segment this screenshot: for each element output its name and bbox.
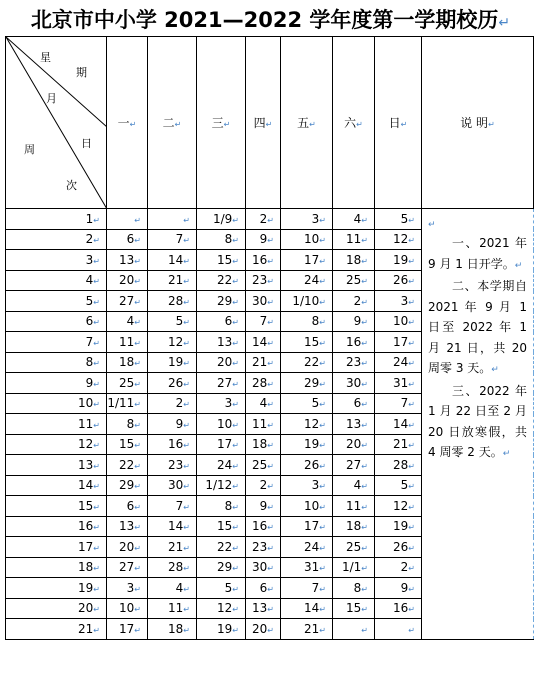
date-cell: 21↵: [246, 352, 281, 373]
page-title: [0, 4, 541, 34]
note-paragraph: 一、2021 年 9 月 1 日开学。↵: [428, 236, 527, 271]
note-paragraph: 三、2022 年 1 月 22 日至 2 月 20 日放寒假，共 4 周零 2 天。↵: [428, 383, 527, 459]
date-cell: 5↵: [281, 393, 333, 414]
date-cell: 23↵: [246, 537, 281, 558]
date-cell: 26↵: [281, 455, 333, 476]
date-cell: 20↵: [107, 270, 148, 291]
week-number-cell: 1↵: [6, 209, 107, 230]
date-cell: 22↵: [107, 455, 148, 476]
date-cell: 23↵: [246, 270, 281, 291]
day-header-tue: 二↵: [148, 37, 197, 209]
date-cell: 20↵: [197, 352, 246, 373]
diag-label-yue: 月: [46, 92, 57, 105]
date-cell: 27↵: [107, 557, 148, 578]
date-cell: 28↵: [246, 373, 281, 394]
date-cell: 15↵: [107, 434, 148, 455]
date-cell: 31↵: [375, 373, 422, 394]
diagonal-lines: [6, 37, 107, 209]
date-cell: 20↵: [246, 619, 281, 640]
week-row: [6, 209, 534, 230]
date-cell: 1/9↵: [197, 209, 246, 230]
date-cell: 6↵: [107, 496, 148, 517]
date-cell: 12↵: [197, 598, 246, 619]
note-paragraph: 二、本学期自 2021 年 9 月 1 日至 2022 年 1 月 21 日，共 20 周零 3 天。↵: [428, 279, 527, 375]
date-cell: 27↵: [333, 455, 375, 476]
date-cell: 13↵: [246, 598, 281, 619]
week-number-cell: 18↵: [6, 557, 107, 578]
date-cell: 10↵: [281, 229, 333, 250]
date-cell: 25↵: [107, 373, 148, 394]
note-header: 说 明↵: [422, 37, 534, 209]
date-cell: 11↵: [333, 496, 375, 517]
date-cell: 18↵: [246, 434, 281, 455]
week-number-cell: 13↵: [6, 455, 107, 476]
week-number-cell: 6↵: [6, 311, 107, 332]
date-cell: 6↵: [197, 311, 246, 332]
date-cell: 10↵: [375, 311, 422, 332]
date-cell: 5↵: [375, 475, 422, 496]
date-cell: 30↵: [246, 291, 281, 312]
date-cell: 19↵: [281, 434, 333, 455]
date-cell: 9↵: [246, 229, 281, 250]
title-text: 北京市中小学 2021—2022 学年度第一学期校历: [30, 8, 499, 32]
date-cell: 3↵: [281, 475, 333, 496]
date-cell: 13↵: [107, 516, 148, 537]
date-cell: 6↵: [246, 578, 281, 599]
date-cell: 9↵: [246, 496, 281, 517]
date-cell: 3↵: [107, 578, 148, 599]
day-header-sat: 六↵: [333, 37, 375, 209]
date-cell: 11↵: [107, 332, 148, 353]
date-cell: 6↵: [107, 229, 148, 250]
date-cell: 21↵: [281, 619, 333, 640]
date-cell: 7↵: [148, 229, 197, 250]
date-cell: 24↵: [281, 270, 333, 291]
date-cell: 24↵: [281, 537, 333, 558]
date-cell: 12↵: [375, 229, 422, 250]
week-number-cell: 15↵: [6, 496, 107, 517]
week-number-cell: 11↵: [6, 414, 107, 435]
date-cell: 28↵: [375, 455, 422, 476]
date-cell: 21↵: [148, 537, 197, 558]
date-cell: 26↵: [148, 373, 197, 394]
date-cell: 21↵: [375, 434, 422, 455]
day-header-wed: 三↵: [197, 37, 246, 209]
date-cell: 8↵: [197, 229, 246, 250]
date-cell: 3↵: [197, 393, 246, 414]
week-number-cell: 14↵: [6, 475, 107, 496]
date-cell: 24↵: [375, 352, 422, 373]
date-cell: 25↵: [246, 455, 281, 476]
date-cell: 2↵: [148, 393, 197, 414]
date-cell: 22↵: [197, 537, 246, 558]
date-cell: 10↵: [107, 598, 148, 619]
date-cell: 17↵: [197, 434, 246, 455]
date-cell: 14↵: [246, 332, 281, 353]
date-cell: 29↵: [107, 475, 148, 496]
notes-cell: ↵ 一、2021 年 9 月 1 日开学。↵ 二、本学期自 2021 年 9 月 1 日至 2022 年 1 月 21 日，共 20 周零 3 天。↵ 三、2022 年 1 月 22 日至 2 月 20 日放寒假，共 4 周零 2 天。↵: [422, 209, 534, 640]
week-number-cell: 20↵: [6, 598, 107, 619]
date-cell: 18↵: [148, 619, 197, 640]
date-cell: 25↵: [333, 270, 375, 291]
date-cell: 4↵: [148, 578, 197, 599]
week-number-cell: 21↵: [6, 619, 107, 640]
calendar-table: [5, 36, 534, 640]
date-cell: 14↵: [148, 250, 197, 271]
date-cell: 23↵: [333, 352, 375, 373]
week-number-cell: 5↵: [6, 291, 107, 312]
date-cell: 9↵: [375, 578, 422, 599]
day-header-sun: 日↵: [375, 37, 422, 209]
date-cell: 12↵: [375, 496, 422, 517]
week-number-cell: 3↵: [6, 250, 107, 271]
date-cell: 29↵: [197, 557, 246, 578]
date-cell: 7↵: [375, 393, 422, 414]
date-cell: 20↵: [333, 434, 375, 455]
date-cell: 30↵: [333, 373, 375, 394]
date-cell: 24↵: [197, 455, 246, 476]
date-cell: 22↵: [197, 270, 246, 291]
date-cell: 15↵: [197, 516, 246, 537]
date-cell: 19↵: [148, 352, 197, 373]
date-cell: 12↵: [148, 332, 197, 353]
date-cell: 1/10↵: [281, 291, 333, 312]
diag-label-zhou: 周: [24, 143, 35, 156]
date-cell: 30↵: [246, 557, 281, 578]
date-cell: 26↵: [375, 270, 422, 291]
diag-label-ci: 次: [66, 179, 77, 192]
date-cell: 16↵: [148, 434, 197, 455]
week-number-cell: 4↵: [6, 270, 107, 291]
date-cell: 29↵: [281, 373, 333, 394]
date-cell: 3↵: [375, 291, 422, 312]
date-cell: 19↵: [197, 619, 246, 640]
date-cell: 13↵: [333, 414, 375, 435]
date-cell: 17↵: [281, 516, 333, 537]
date-cell: 15↵: [197, 250, 246, 271]
paragraph-mark-icon: ↵: [498, 15, 511, 31]
date-cell: 11↵: [148, 598, 197, 619]
date-cell: 7↵: [246, 311, 281, 332]
date-cell: 1/12↵: [197, 475, 246, 496]
week-number-cell: 10↵: [6, 393, 107, 414]
date-cell: 15↵: [333, 598, 375, 619]
date-cell: 2↵: [333, 291, 375, 312]
date-cell: ↵: [107, 209, 148, 230]
date-cell: 8↵: [197, 496, 246, 517]
date-cell: 2↵: [246, 209, 281, 230]
date-cell: 20↵: [107, 537, 148, 558]
date-cell: 23↵: [148, 455, 197, 476]
date-cell: 13↵: [197, 332, 246, 353]
date-cell: 30↵: [148, 475, 197, 496]
week-number-cell: 8↵: [6, 352, 107, 373]
date-cell: 8↵: [107, 414, 148, 435]
date-cell: 1/11↵: [107, 393, 148, 414]
date-cell: 4↵: [333, 475, 375, 496]
week-number-cell: 2↵: [6, 229, 107, 250]
date-cell: 16↵: [246, 516, 281, 537]
diagonal-header-cell: [6, 37, 107, 209]
day-header-thu: 四↵: [246, 37, 281, 209]
date-cell: 5↵: [148, 311, 197, 332]
date-cell: 13↵: [107, 250, 148, 271]
date-cell: 16↵: [375, 598, 422, 619]
date-cell: 19↵: [375, 516, 422, 537]
date-cell: 18↵: [333, 250, 375, 271]
date-cell: 21↵: [148, 270, 197, 291]
date-cell: 31↵: [281, 557, 333, 578]
date-cell: 4↵: [246, 393, 281, 414]
date-cell: 5↵: [197, 578, 246, 599]
date-cell: 5↵: [375, 209, 422, 230]
diag-label-qi: 期: [76, 66, 87, 79]
date-cell: 25↵: [333, 537, 375, 558]
date-cell: ↵: [333, 619, 375, 640]
date-cell: 8↵: [281, 311, 333, 332]
week-number-cell: 12↵: [6, 434, 107, 455]
date-cell: 14↵: [281, 598, 333, 619]
week-number-cell: 17↵: [6, 537, 107, 558]
day-header-fri: 五↵: [281, 37, 333, 209]
date-cell: 28↵: [148, 557, 197, 578]
week-number-cell: 19↵: [6, 578, 107, 599]
date-cell: 10↵: [281, 496, 333, 517]
date-cell: 2↵: [246, 475, 281, 496]
date-cell: 6↵: [333, 393, 375, 414]
date-cell: 8↵: [333, 578, 375, 599]
date-cell: 3↵: [281, 209, 333, 230]
day-header-mon: 一↵: [107, 37, 148, 209]
date-cell: 14↵: [375, 414, 422, 435]
date-cell: ↵: [148, 209, 197, 230]
date-cell: ↵: [375, 619, 422, 640]
date-cell: 15↵: [281, 332, 333, 353]
date-cell: 28↵: [148, 291, 197, 312]
date-cell: 19↵: [375, 250, 422, 271]
date-cell: 17↵: [107, 619, 148, 640]
date-cell: 27↵: [197, 373, 246, 394]
date-cell: 10↵: [197, 414, 246, 435]
date-cell: 11↵: [333, 229, 375, 250]
date-cell: 29↵: [197, 291, 246, 312]
date-cell: 18↵: [107, 352, 148, 373]
week-number-cell: 16↵: [6, 516, 107, 537]
date-cell: 14↵: [148, 516, 197, 537]
date-cell: 17↵: [281, 250, 333, 271]
week-number-cell: 9↵: [6, 373, 107, 394]
date-cell: 7↵: [281, 578, 333, 599]
diag-label-xing: 星: [40, 51, 51, 64]
week-number-cell: 7↵: [6, 332, 107, 353]
diag-label-ri: 日: [81, 137, 92, 150]
date-cell: 16↵: [246, 250, 281, 271]
date-cell: 9↵: [333, 311, 375, 332]
date-cell: 12↵: [281, 414, 333, 435]
date-cell: 22↵: [281, 352, 333, 373]
date-cell: 4↵: [107, 311, 148, 332]
date-cell: 7↵: [148, 496, 197, 517]
date-cell: 27↵: [107, 291, 148, 312]
date-cell: 1/1↵: [333, 557, 375, 578]
date-cell: 18↵: [333, 516, 375, 537]
date-cell: 11↵: [246, 414, 281, 435]
date-cell: 4↵: [333, 209, 375, 230]
date-cell: 26↵: [375, 537, 422, 558]
header-row: [6, 37, 534, 209]
date-cell: 16↵: [333, 332, 375, 353]
date-cell: 17↵: [375, 332, 422, 353]
date-cell: 2↵: [375, 557, 422, 578]
date-cell: 9↵: [148, 414, 197, 435]
